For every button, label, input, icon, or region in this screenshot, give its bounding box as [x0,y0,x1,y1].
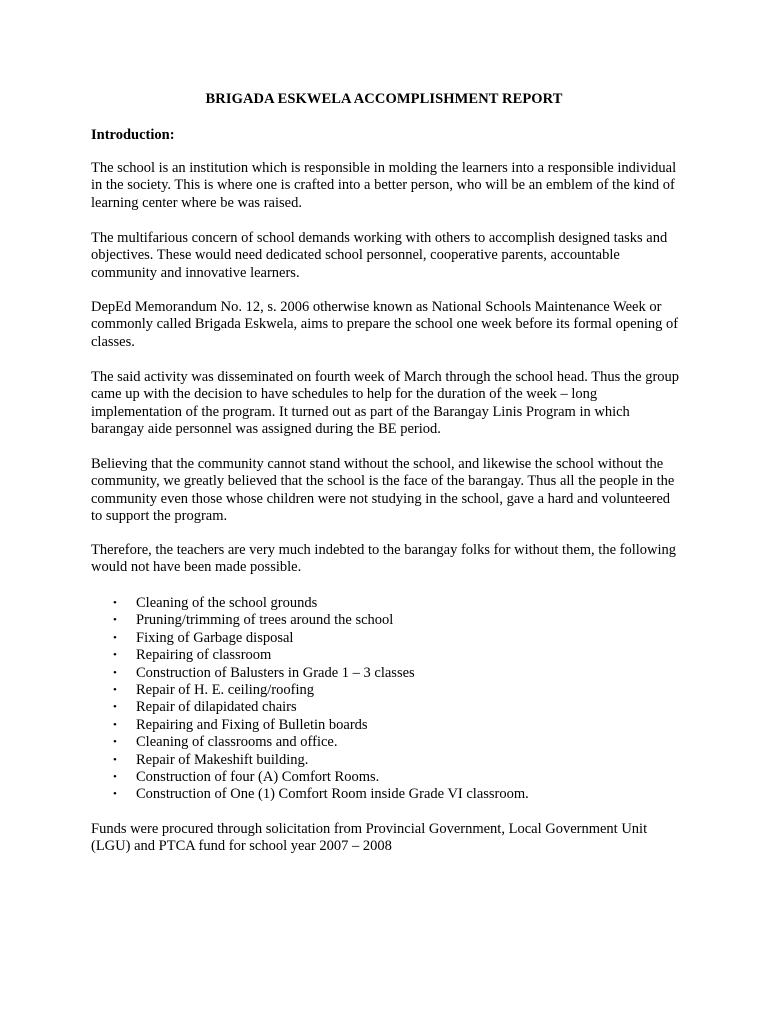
list-item-text: Repair of Makeshift building. [136,751,309,768]
bullet-dot-icon: • [113,736,117,749]
paragraph-1: The school is an institution which is responsible in molding the learners into a responsible individual in the society. This is where one is crafted into a better person, who will be an emblem of the kind of learning center where be was raised. [91,160,677,211]
bullet-dot-icon: • [113,701,117,714]
list-item [91,647,681,664]
list-item-text: Cleaning of classrooms and office. [136,734,338,751]
bullet-dot-icon: • [113,631,117,644]
list-item-text: Construction of four (A) Comfort Rooms. [136,768,380,785]
list-item [91,717,681,734]
list-item [91,595,681,612]
bullet-dot-icon: • [113,614,117,627]
bullet-dot-icon: • [113,788,117,801]
document-title: BRIGADA ESKWELA ACCOMPLISHMENT REPORT [205,91,563,107]
list-item [91,612,681,629]
accomplishment-list [91,595,681,804]
bullet-dot-icon: • [113,718,117,731]
list-item-text: Construction of Balusters in Grade 1 – 3 classes [136,664,415,681]
bullet-dot-icon: • [113,753,117,766]
list-item-text: Repairing of classroom [136,647,272,664]
bullet-dot-icon: • [113,683,117,696]
list-item [91,786,681,803]
list-item [91,752,681,769]
list-item-text: Pruning/trimming of trees around the school [136,612,394,629]
bullet-dot-icon: • [113,770,117,783]
bullet-dot-icon: • [113,666,117,679]
list-item-text: Cleaning of the school grounds [136,595,318,611]
paragraph-5: Believing that the community cannot stand without the school, and likewise the school without the community, we greatly believed that the school is the face of the barangay. Thus all the people in the community even those whose children were not studying in the school, gave a hard and volunteered to support the program. [91,456,675,525]
list-item-text: Fixing of Garbage disposal [136,629,294,646]
list-item [91,665,681,682]
closing-paragraph: Funds were procured through solicitation from Provincial Government, Local Government Unit (LGU) and PTCA fund for school year 2007 – 2008 [91,821,648,855]
list-item-text: Construction of One (1) Comfort Room inside Grade VI classroom. [136,786,529,803]
list-item [91,682,681,699]
bullet-dot-icon: • [113,649,117,662]
list-item [91,769,681,786]
section-heading-introduction: Introduction: [91,127,175,143]
list-item-text: Repair of dilapidated chairs [136,699,297,716]
paragraph-4: The said activity was disseminated on fourth week of March through the school head. Thus the group came up with the decision to have schedules to help for the duration of the week – long implementation of the program. It turned out as part of the Barangay Linis Program in which barangay aide personnel was assigned during the BE period. [91,369,680,438]
bullet-dot-icon: • [113,597,117,609]
list-item-text: Repair of H. E. ceiling/roofing [136,681,314,698]
paragraph-2: The multifarious concern of school demands working with others to accomplish designed tasks and objectives. These would need dedicated school personnel, cooperative parents, accountable community and innovative learners. [91,230,668,281]
list-item-text: Repairing and Fixing of Bulletin boards [136,716,368,733]
list-item [91,699,681,716]
list-item [91,734,681,751]
list-item [91,630,681,647]
paragraph-3: DepEd Memorandum No. 12, s. 2006 otherwise known as National Schools Maintenance Week or commonly called Brigada Eskwela, aims to prepare the school one week before its formal opening of classes. [91,299,679,350]
paragraph-6: Therefore, the teachers are very much indebted to the barangay folks for without them, the following would not have been made possible. [91,542,677,576]
